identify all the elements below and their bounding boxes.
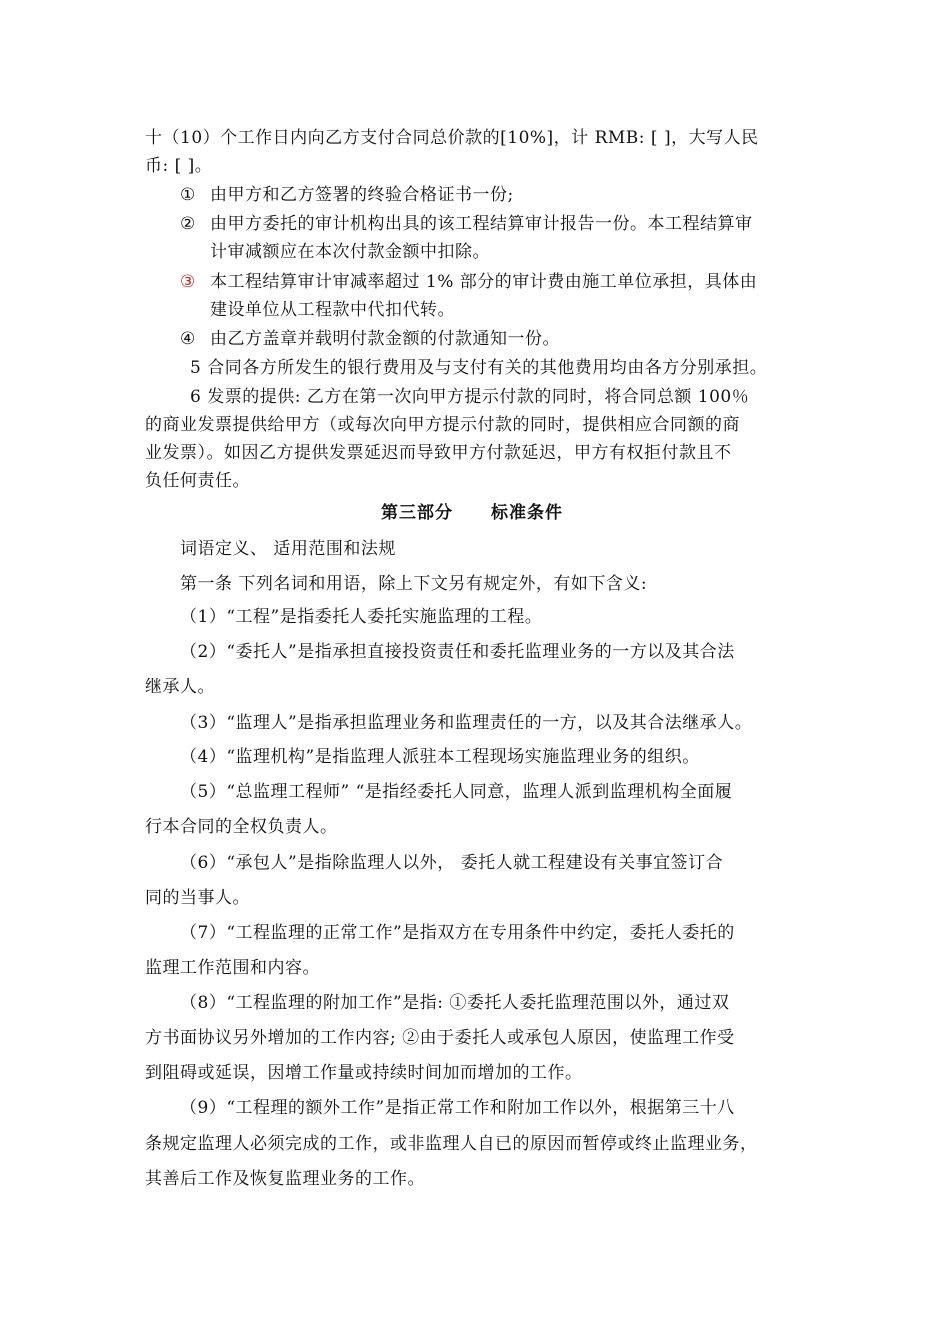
- definition-1: （1）“工程”是指委托人委托实施监理的工程。: [180, 607, 543, 627]
- clause-6-line-2: 的商业发票提供给甲方（或每次向甲方提示付款的同时，提供相应合同额的商: [145, 415, 740, 435]
- clause-6-line-3: 业发票）。如因乙方提供发票延迟而导致甲方付款延迟，甲方有权拒付款且不: [145, 443, 732, 463]
- clause-6-line-1: 6 发票的提供: 乙方在第一次向甲方提示付款的同时，将合同总额 100％: [190, 387, 750, 407]
- definition-6: （6）“承包人”是指除监理人以外， 委托人就工程建设有关事宜签订合: [180, 853, 724, 873]
- payment-line-2: 币: [ ]。: [145, 156, 213, 176]
- definition-2-cont: 继承人。: [145, 677, 215, 697]
- list-item-4: [180, 329, 560, 349]
- section-title: [381, 503, 563, 523]
- list-marker-2: ②: [180, 214, 196, 234]
- payment-line-1: 十（10）个工作日内向乙方支付合同总价款的[10%]，计 RMB: [ ]，大写人民: [145, 128, 759, 148]
- definition-4: （4）“监理机构”是指监理人派驻本工程现场实施监理业务的组织。: [180, 747, 700, 767]
- definition-9-cont-1: 条规定监理人必须完成的工作，或非监理人自已的原因而暂停或终止监理业务，: [145, 1134, 758, 1154]
- list-item-2-cont: 计审减额应在本次付款金额中扣除。: [210, 242, 490, 262]
- section-subtitle: 词语定义、 适用范围和法规: [180, 539, 396, 559]
- definition-6-cont: 同的当事人。: [145, 888, 250, 908]
- section-title-part: 第三部分: [381, 503, 453, 523]
- list-item-3: [180, 272, 757, 292]
- definition-9-cont-2: 其善后工作及恢复监理业务的工作。: [145, 1169, 425, 1189]
- list-item-3-cont: 建设单位从工程款中代扣代转。: [210, 300, 455, 320]
- definition-7-cont: 监理工作范围和内容。: [145, 958, 320, 978]
- definition-5-cont: 行本合同的全权负责人。: [145, 817, 338, 837]
- list-item-1-text: 由甲方和乙方签署的终验合格证书一份;: [210, 185, 514, 205]
- definition-7: （7）“工程监理的正常工作”是指双方在专用条件中约定，委托人委托的: [180, 923, 735, 943]
- list-marker-3: ③: [180, 272, 196, 292]
- list-item-2: [180, 214, 753, 234]
- list-item-3-text: 本工程结算审计审减率超过 1% 部分的审计费由施工单位承担，具体由: [210, 272, 758, 292]
- definition-9: （9）“工程理的额外工作”是指正常工作和附加工作以外，根据第三十八: [180, 1098, 735, 1118]
- article-1: 第一条 下列名词和用语，除上下文另有规定外，有如下含义:: [180, 574, 648, 594]
- list-item-4-text: 由乙方盖章并载明付款金额的付款通知一份。: [210, 329, 560, 349]
- definition-5: （5）“总监理工程师” “是指经委托人同意，监理人派到监理机构全面履: [180, 782, 733, 802]
- definition-8: （8）“工程监理的附加工作”是指: ①委托人委托监理范围以外，通过双: [180, 993, 730, 1013]
- clause-6-line-4: 负任何责任。: [145, 471, 250, 491]
- definition-3: （3）“监理人”是指承担监理业务和监理责任的一方，以及其合法继承人。: [180, 713, 753, 733]
- clause-5: 5 合同各方所发生的银行费用及与支付有关的其他费用均由各方分别承担。: [190, 358, 768, 378]
- section-title-name: 标准条件: [491, 503, 563, 523]
- list-item-1: [180, 185, 514, 205]
- definition-8-cont-1: 方书面协议另外增加的工作内容; ②由于委托人或承包人原因，使监理工作受: [145, 1028, 735, 1048]
- definition-8-cont-2: 到阻碍或延误，因增工作量或持续时间加而增加的工作。: [145, 1063, 583, 1083]
- definition-2: （2）“委托人”是指承担直接投资责任和委托监理业务的一方以及其合法: [180, 642, 735, 662]
- list-item-2-text: 由甲方委托的审计机构出具的该工程结算审计报告一份。本工程结算审: [210, 214, 753, 234]
- list-marker-4: ④: [180, 329, 196, 349]
- list-marker-1: ①: [180, 185, 196, 205]
